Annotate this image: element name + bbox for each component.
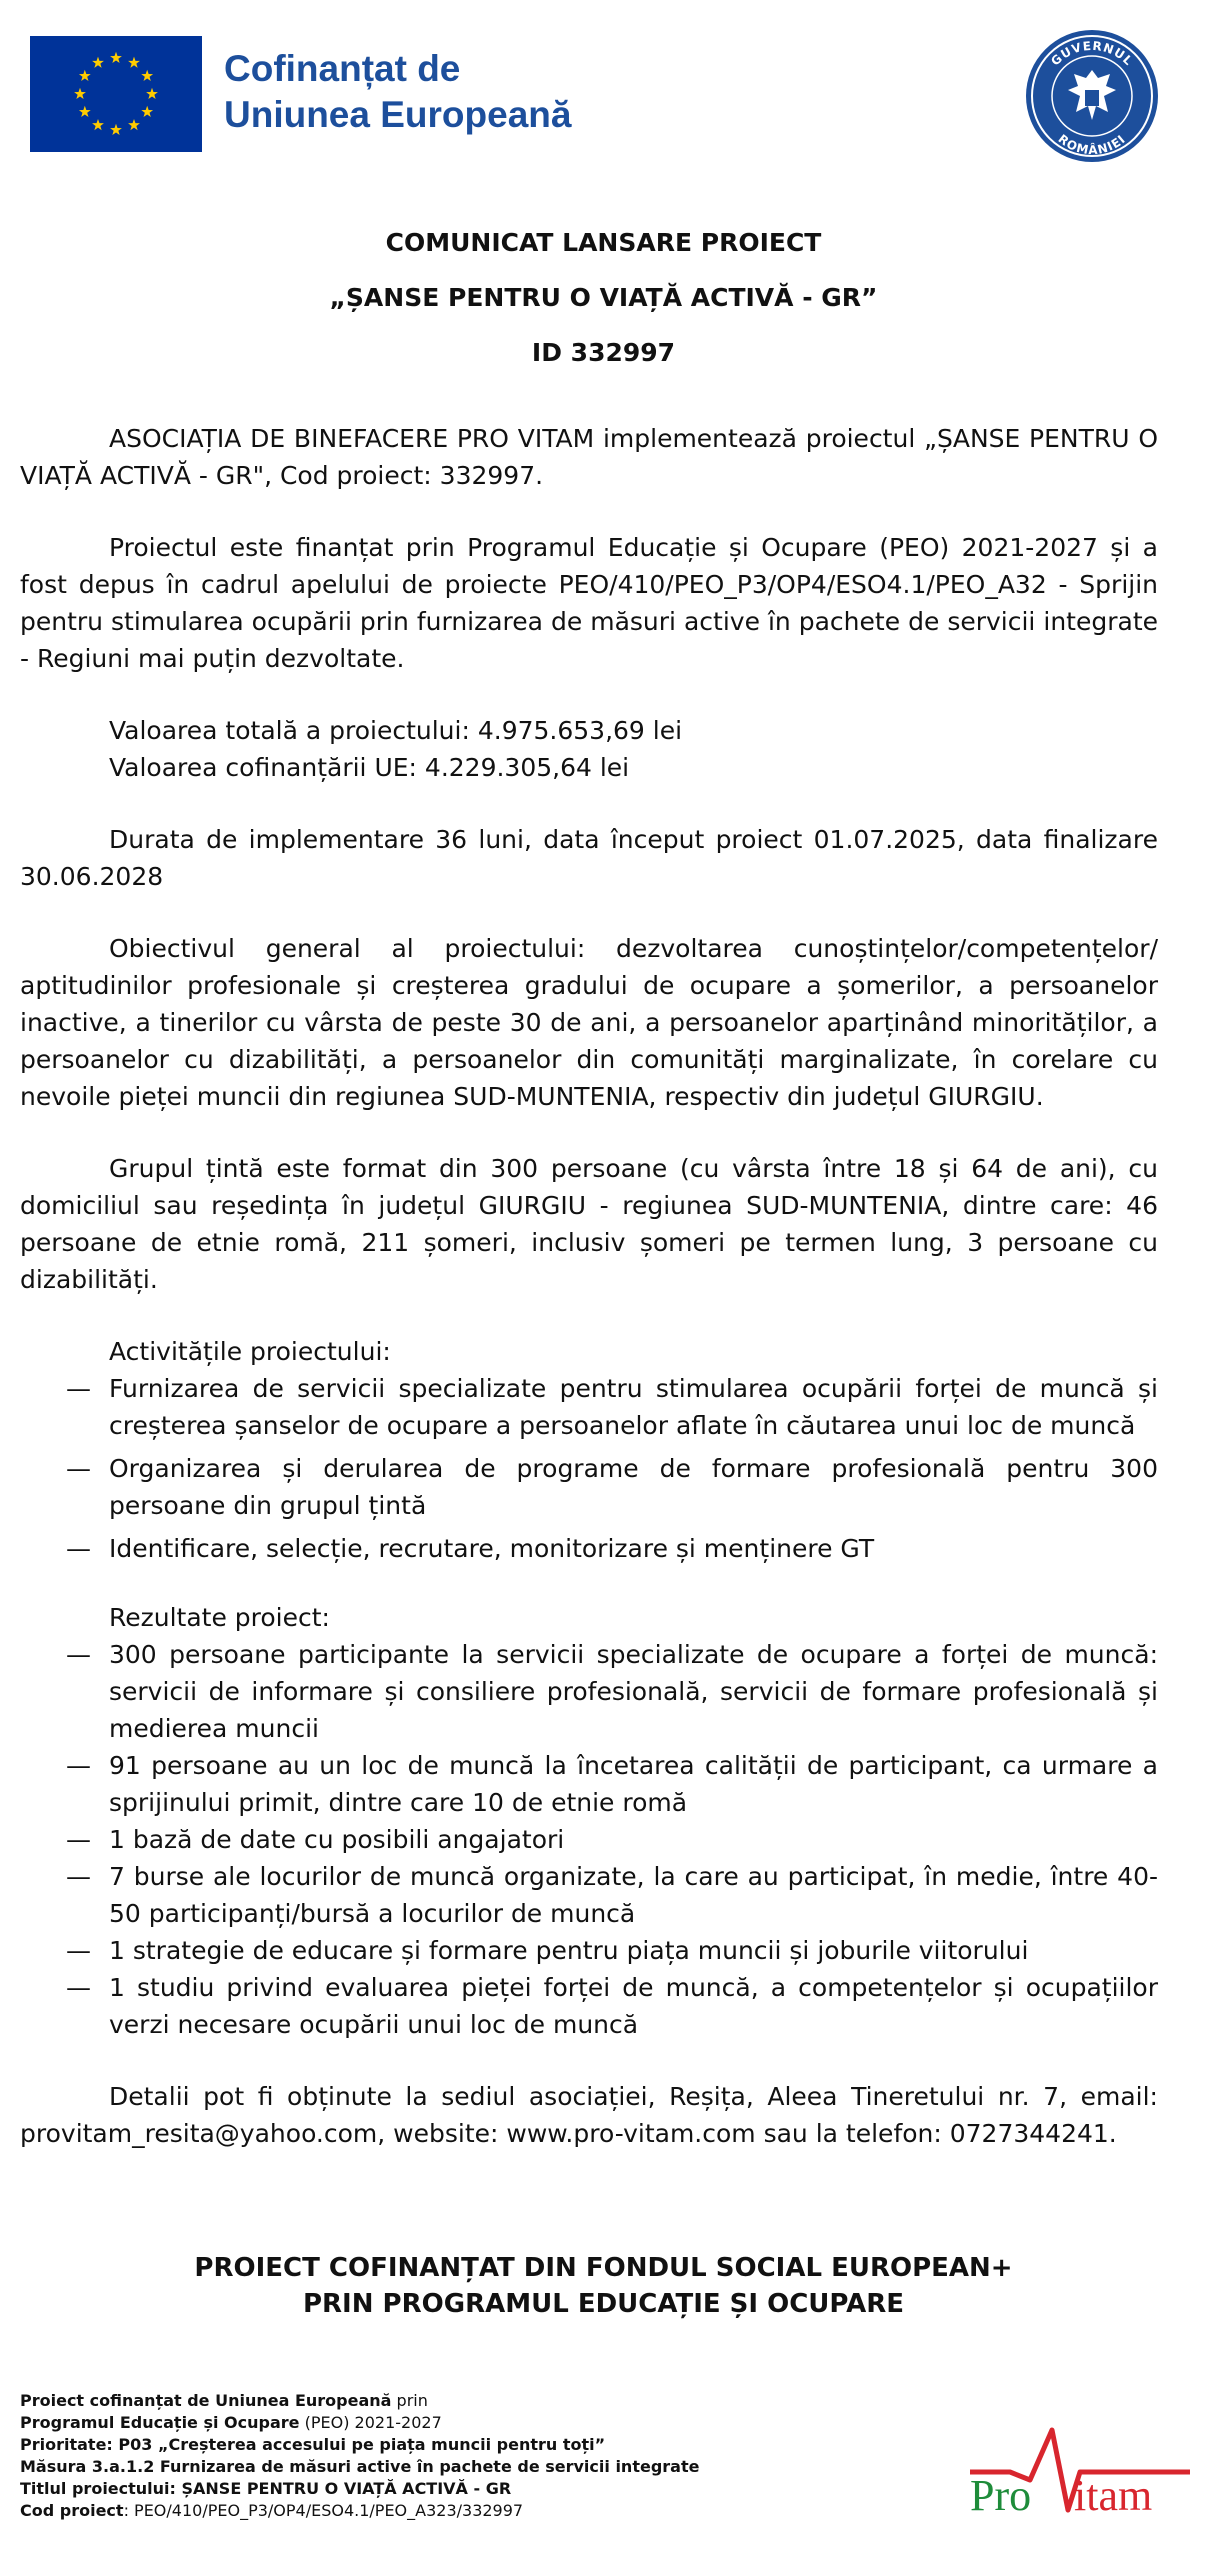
footer-info-line: Cod proiect: PEO/410/PEO_P3/OP4/ESO4.1/PEO_A323/332997 (20, 2501, 524, 2520)
footer-project-info (20, 2390, 699, 2522)
eu-flag-logo (30, 36, 202, 152)
footer-info-line: Prioritate: P03 „Creșterea accesului pe piața muncii pentru toți” (20, 2435, 606, 2454)
results-heading: Rezultate proiect: (109, 1603, 330, 1632)
funding-paragraph: Proiectul este finanțat prin Programul Educație și Ocupare (PEO) 2021-2027 și a fost depus în cadrul apelului de proiecte PEO/410/PEO_P3/OP4/ESO4.1/PEO_A32 - Sprijin pentru stimularea ocupării prin furnizarea de măsuri active în pachete de servicii integrate - Regiuni mai puțin dezvoltate. (20, 533, 1158, 673)
svg-text:GUVERNUL: GUVERNUL (1048, 38, 1136, 69)
footer-info-line: Măsura 3.a.1.2 Furnizarea de măsuri active în pachete de servicii integrate (20, 2457, 700, 2476)
list-item: — 1 strategie de educare și formare pentru piața muncii și joburile viitorului (66, 1936, 1029, 1965)
list-item: — Identificare, selecție, recrutare, monitorizare și menținere GT (66, 1534, 875, 1563)
document-body (20, 420, 1158, 2152)
target-group-paragraph: Grupul țintă este format din 300 persoane (cu vârsta între 18 și 64 de ani), cu domiciliul sau reședința în județul GIURGIU - regiunea SUD-MUNTENIA, dintre care: 46 persoane de etnie romă, 211 șomeri, inclusiv șomeri pe termen lung, 3 persoane cu dizabilități. (20, 1154, 1158, 1294)
svg-text:Pro: Pro (970, 2471, 1032, 2520)
results-list (20, 1636, 1158, 2043)
eu-line-1: Cofinanțat de (224, 48, 461, 89)
activities-heading: Activitățile proiectului: (109, 1337, 391, 1366)
list-item: — 300 persoane participante la servicii specializate de ocupare a forței de muncă: servicii de informare și consiliere profesională, servicii de formare profesională și medierea muncii (66, 1640, 1158, 1743)
footer-info-line: Programul Educație și Ocupare (PEO) 2021-2027 (20, 2413, 442, 2432)
eu-value: Valoarea cofinanțării UE: 4.229.305,64 lei (109, 753, 630, 782)
provitam-logo (970, 2410, 1190, 2530)
intro-paragraph: ASOCIAȚIA DE BINEFACERE PRO VITAM implementează proiectul „ȘANSE PENTRU O VIAȚĂ ACTIVĂ - GR", Cod proiect: 332997. (20, 424, 1158, 490)
list-item: — Organizarea și derularea de programe de formare profesională pentru 300 persoane din grupul țintă (66, 1454, 1158, 1520)
title-line-3: ID 332997 (531, 338, 676, 367)
total-value: Valoarea totală a proiectului: 4.975.653,69 lei (109, 716, 683, 745)
list-item: — 1 bază de date cu posibili angajatori (66, 1825, 565, 1854)
list-item: — 1 studiu privind evaluarea pieței forței de muncă, a competențelor și ocupațiilor verzi necesare ocupării unui loc de muncă (66, 1973, 1158, 2039)
activities-list (20, 1370, 1158, 1567)
footer-title: PROIECT COFINANȚAT DIN FONDUL SOCIAL EUROPEAN+ PRIN PROGRAMUL EDUCAȚIE ȘI OCUPARE (194, 2253, 1013, 2319)
title-line-2: „ȘANSE PENTRU O VIAȚĂ ACTIVĂ - GR” (329, 283, 878, 312)
objective-paragraph: Obiectivul general al proiectului: dezvoltarea cunoștințelor/competențelor/ aptitudinilor profesionale și creșterea gradului de ocupare a șomerilor, a persoanelor inactive, a tinerilor cu vârsta de peste 30 de ani, a persoanelor aparținând minorităților, a persoanelor cu dizabilități, a persoanelor din comunități marginalizate, în corelare cu nevoile pieței muncii din regiunea SUD-MUNTENIA, respectiv din județul GIURGIU. (20, 934, 1158, 1111)
list-item: — 7 burse ale locurilor de muncă organizate, la care au participat, în medie, între 40-50 participanți/bursă a locurilor de muncă (66, 1862, 1158, 1928)
svg-text:itam: itam (1074, 2471, 1153, 2520)
title-line-1: COMUNICAT LANSARE PROIECT (385, 228, 822, 257)
footer-info-line: Proiect cofinanțat de Uniunea Europeană prin (20, 2391, 428, 2410)
eu-cofinanced-label (224, 46, 571, 138)
eu-line-2: Uniunea Europeană (224, 94, 572, 135)
government-logo (1024, 28, 1160, 164)
svg-text:ROMÂNIEI: ROMÂNIEI (1055, 131, 1129, 158)
footer-info-line: Titlul proiectului: ȘANSE PENTRU O VIAȚĂ ACTIVĂ - GR (20, 2479, 512, 2498)
list-item: — 91 persoane au un loc de muncă la încetarea calității de participant, ca urmare a sprijinului primit, dintre care 10 de etnie romă (66, 1751, 1158, 1817)
contact-paragraph: Detalii pot fi obținute la sediul asociației, Reșița, Aleea Tineretului nr. 7, email: provitam_resita@yahoo.com, website: www.pro-vitam.com sau la telefon: 0727344241. (20, 2082, 1158, 2148)
duration-paragraph: Durata de implementare 36 luni, data început proiect 01.07.2025, data finalizare 30.06.2028 (20, 825, 1158, 891)
list-item: — Furnizarea de servicii specializate pentru stimularea ocupării forței de muncă și creșterea șanselor de ocupare a persoanelor aflate în căutarea unui loc de muncă (66, 1374, 1158, 1440)
